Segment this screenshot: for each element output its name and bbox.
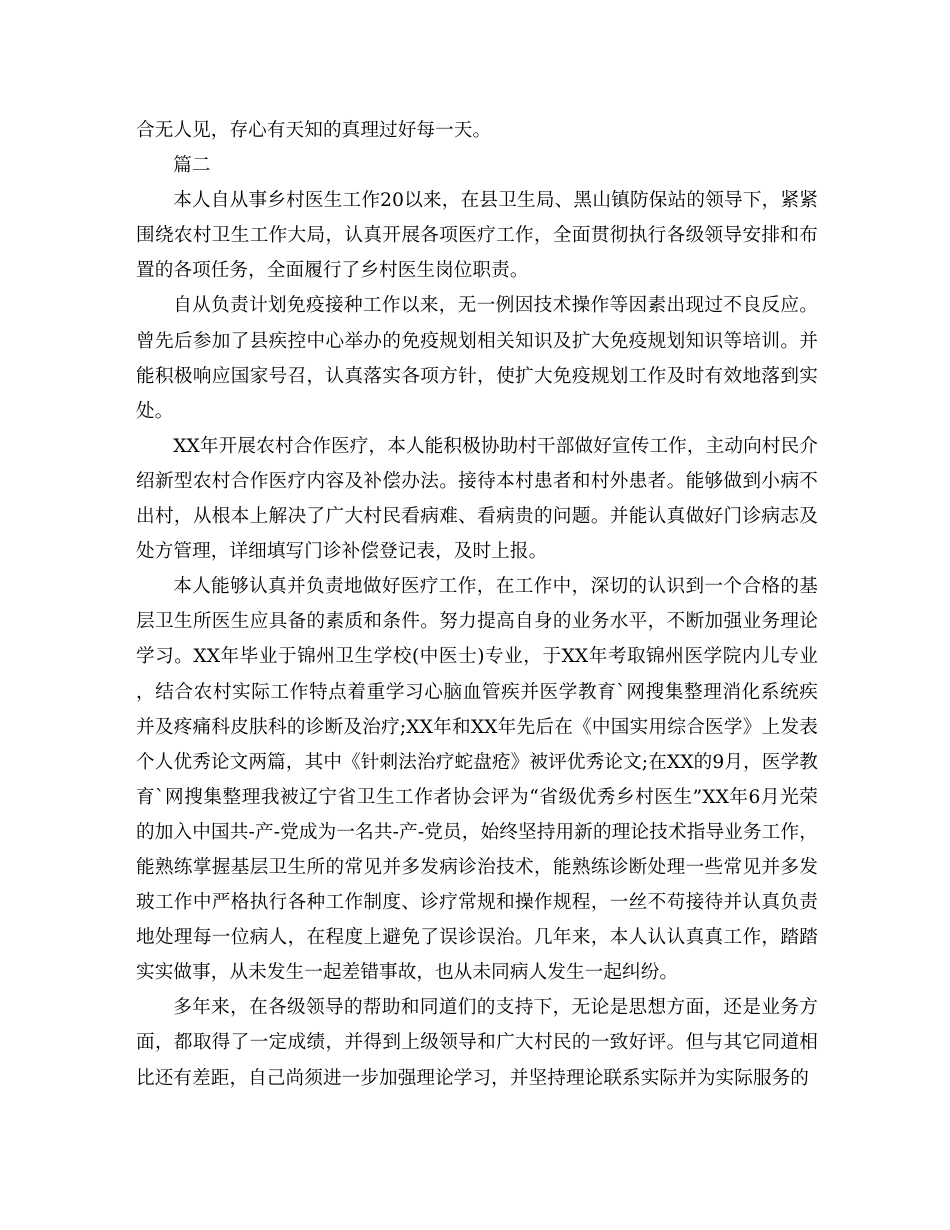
paragraph-2: 自从负责计划免疫接种工作以来，无一例因技术操作等因素出现过不良反应。曾先后参加了县疾控中心举办的免疫规划相关知识及扩大免疫规划知识等培训。并能积极响应国家号召，认真落实各项方针，使扩大免疫规划工作及时有效地落到实处。 <box>136 295 818 422</box>
paragraph-3: XX年开展农村合作医疗，本人能积极协助村干部做好宣传工作，主动向村民介绍新型农村合作医疗内容及补偿办法。接待本村患者和村外患者。能够做到小病不出村，从根本上解决了广大村民看病难、看病贵的问题。并能认真做好门诊病志及处方管理，详细填写门诊补偿登记表，及时上报。 <box>136 435 818 563</box>
paragraph-5: 多年来，在各级领导的帮助和同道们的支持下，无论是思想方面，还是业务方面，都取得了一定成绩，并得到上级领导和广大村民的一致好评。但与其它同道相比还有差距，自己尚须进一步加强理论学习，并坚持理论联系实际并为实际服务的 <box>136 997 818 1089</box>
paragraph-4: 本人能够认真并负责地做好医疗工作，在工作中，深切的认识到一个合格的基层卫生所医生应具备的素质和条件。努力提高自身的业务水平，不断加强业务理论学习。XX年毕业于锦州卫生学校(中医士)专业，于XX年考取锦州医学院内儿专业，结合农村实际工作特点着重学习心脑血管疾并医学教育`网搜集整理消化系统疾并及疼痛科皮肤科的诊断及治疗;XX年和XX年先后在《中国实用综合医学》上发表个人优秀论文两篇，其中《针刺法治疗蛇盘疮》被评优秀论文;在XX的9月，医学教育`网搜集整理我被辽宁省卫生工作者协会评为“省级优秀乡村医生”XX年6月光荣的加入中国共-产-党成为一名共-产-党员，始终坚持用新的理论技术指导业务工作，能熟练掌握基层卫生所的常见并多发病诊治技术，能熟练诊断处理一些常见并多发玻工作中严格执行各种工作制度、诊疗常规和操作规程，一丝不苟接待并认真负责地处理每一位病人，在程度上避免了误诊误治。几年来，本人认认真真工作，踏踏实实做事，从未发生一起差错事故，也从未同病人发生一起纠纷。 <box>136 576 818 984</box>
section-heading: 篇二 <box>173 155 211 177</box>
paragraph-1: 本人自从事乡村医生工作20以来，在县卫生局、黑山镇防保站的领导下，紧紧围绕农村卫生工作大局，认真开展各项医疗工作，全面贯彻执行各级领导安排和布置的各项任务，全面履行了乡村医生岗位职责。 <box>136 190 818 282</box>
continuation-text: 合无人见，存心有天知的真理过好每一天。 <box>136 120 492 141</box>
document-body <box>136 113 818 1096</box>
